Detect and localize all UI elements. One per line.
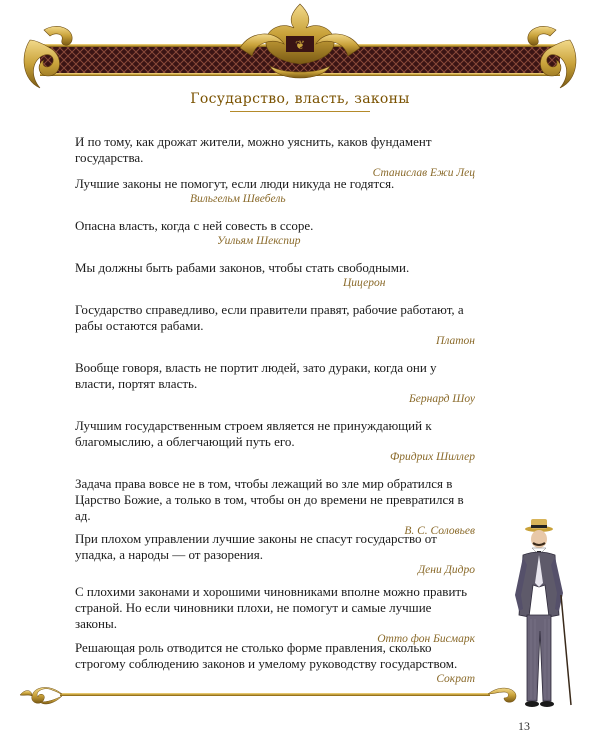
quote-block bbox=[75, 176, 475, 205]
quote-author: В. С. Соловьев bbox=[404, 525, 475, 537]
quote-block bbox=[75, 302, 475, 347]
quote-text: Лучшим государственным строем является не принуждающий к благомыслию, а облегчающий путь его. bbox=[75, 418, 432, 449]
quote-author: Платон bbox=[436, 335, 475, 347]
quote-text: Опасна власть, когда с ней совесть в ссоре. bbox=[75, 218, 314, 233]
quote-author: Дени Дидро bbox=[417, 564, 475, 576]
quote-text: При плохом управлении лучшие законы не спасут государство от упадка, а народы — от разорения. bbox=[75, 531, 437, 562]
header-ornament-icon bbox=[0, 0, 600, 90]
quote-text: Решающая роль отводится не столько форме правления, сколько строгому соблюдению законов и умелому руководству государством. bbox=[75, 640, 458, 671]
quote-text: Государство справедливо, если правители правят, рабочие работают, а рабы остаются рабами. bbox=[75, 302, 464, 333]
quote-text: Лучшие законы не помогут, если люди никуда не годятся. bbox=[75, 176, 395, 191]
quote-block bbox=[75, 418, 475, 463]
quote-text: Мы должны быть рабами законов, чтобы стать свободными. bbox=[75, 260, 410, 275]
quote-author: Фридрих Шиллер bbox=[390, 451, 475, 463]
quote-block bbox=[75, 260, 475, 289]
quote-block bbox=[75, 218, 475, 247]
quote-author: Отто фон Бисмарк bbox=[377, 633, 475, 645]
footer-ornament-icon bbox=[0, 682, 520, 708]
victorian-gentleman-icon bbox=[505, 515, 575, 713]
quote-text: Вообще говоря, власть не портит людей, зато дураки, когда они у власти, портят власть. bbox=[75, 360, 437, 391]
title-underline bbox=[230, 111, 370, 112]
quote-text: И по тому, как дрожат жители, можно уяснить, каков фундамент государства. bbox=[75, 134, 432, 165]
quote-author: Бернард Шоу bbox=[408, 393, 475, 405]
quote-block bbox=[75, 531, 475, 576]
quote-block bbox=[75, 584, 475, 645]
quote-block bbox=[75, 360, 475, 405]
quote-block bbox=[75, 640, 475, 685]
quote-block bbox=[75, 476, 475, 537]
quote-author: Сократ bbox=[436, 673, 475, 685]
svg-text:❦: ❦ bbox=[294, 38, 306, 52]
quote-text: Задача права вовсе не в том, чтобы лежащий во зле мир обратился в Царство Божие, а только в том, чтобы он до времени не превратился в ад. bbox=[75, 476, 464, 523]
quote-author: Станислав Ежи Лец bbox=[372, 167, 475, 179]
quote-author: Уильям Шекспир bbox=[217, 235, 301, 247]
quote-text: С плохими законами и хорошими чиновниками вполне можно править страной. Но если чиновники плохи, не помогут и самые лучшие законы. bbox=[75, 584, 468, 631]
page-number: 13 bbox=[518, 719, 530, 733]
quote-author: Цицерон bbox=[343, 277, 386, 289]
page-title: Государство, власть, законы bbox=[190, 91, 410, 107]
quote-author: Вильгельм Швебель bbox=[190, 193, 286, 205]
quote-block bbox=[75, 134, 475, 179]
